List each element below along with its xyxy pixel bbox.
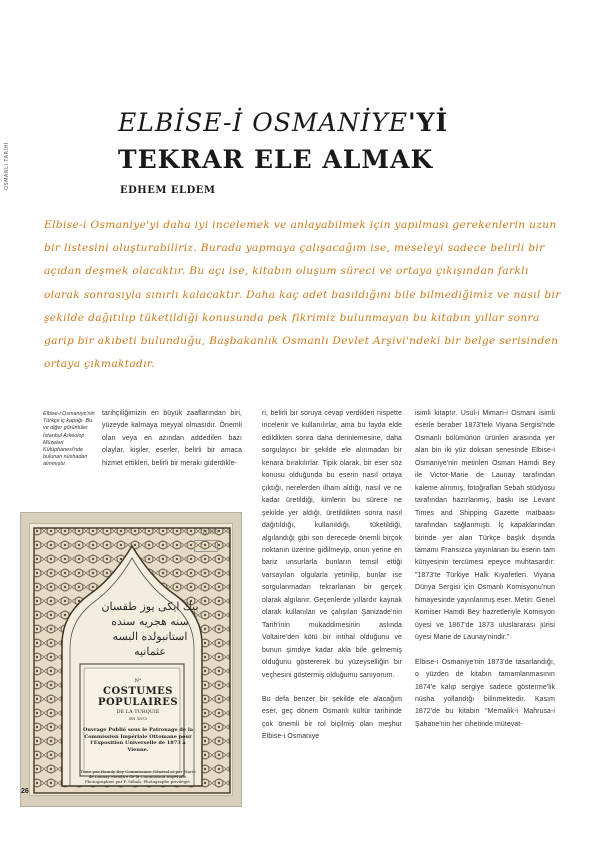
body-paragraph: ri, belirli bir soruya cevap verdikleri nispette incelenir ve kullanılırlar, ama bu fayda elde edildikten sonra daha derinlemesine, daha sorgulayıcı bir şekilde ele alınmadan bir kenara bırakılırlar. Tipik olarak, bir eser söz konusu olduğunda bu eserin nasıl ortaya çıktığı, nerelerden ilham aldığı, nasıl ve ne kadar üretildiği, kimlerin bu sürece ne şekilde yer aldığı, üretildikten sonra nasıl dağıtıldığı, kullanıldığı, tüketildiği, algılandığı gibi son derecede önemli birçok noktanın üzerine gidilmeyip, onun yerine en bariz unsurlarla bunların temsil ettiği varsayılan olgularla yetinilip, bunlar ise sorgulanmadan tekrarlanan bir gerçek olarak algılanır. Geçenlerde yıllardır kaynak olarak kullanılan ve çalışılan Şanizade'nin Tarih'inin mukaddimesinin aslında Voltaire'den kötü bir intihal olduğunu ve bunun şimdiye kadar akla bile gelmemiş olduğunu göstererek bu yüzeyselliğin bir veçhesini göstermiş olduğumu sanıyorum.	[262, 410, 402, 679]
article-title-line2: TEKRAR ELE ALMAK	[118, 145, 434, 174]
author-name: EDHEM ELDEM	[120, 185, 216, 196]
plate-year: EN 1873	[129, 716, 147, 721]
figure-caption: Elbise-i Osmaniye'nin Türkçe iç kapağı. Bu ve diğer görüntüler İstanbul Arkeoloji Müzeleri Kütüphanesi'nde bulunan nüshadan alınmıştır.	[43, 411, 95, 468]
ottoman-title: بيك ايكى يوز طقسان سنه هجريه سنده استانبولده البسه عثمانيه	[101, 600, 199, 658]
plate-number-line: N°	[134, 678, 142, 684]
body-column-3	[415, 408, 555, 731]
french-title-block	[80, 664, 196, 784]
lead-paragraph: Elbise-i Osmaniye'yi daha iyi incelemek ve anlayabilmek için yapılması gerekenlerin uzun bir listesini oluşturabiliriz. Burada yapmaya çalışacağım ise, meseleyi sadece belirli bir açıdan deşmek olacaktır. Bu açı ise, kitabın oluşum süreci ve ortaya çıkışından farklı olarak sonrasıyla sınırlı kalacaktır. Daha kaç adet basıldığını bile bilmediğimiz ve nasıl bir şekilde dağıtılıp tüketildiği konusunda pek fikrimiz bulunmayan bu kitabın yıllar sonra garip bir akıbeti bulunduğu, Başbakanlık Osmanlı Devlet Arşivi'ndeki bir belge serisinden ortaya çıkmaktadır.	[44, 219, 561, 371]
body-paragraph: Bu defa benzer bir şekilde ele alacağım eser, geç dönem Osmanlı kültür tarihinde çok önemli bir rol biçilmiş olan meşhur Elbise-i Osmaniye	[262, 695, 402, 741]
plate-subtitle: DE LA TURQUIE	[116, 709, 160, 715]
book-cover-photo	[20, 512, 242, 807]
page-number: 26	[21, 788, 29, 795]
title-italic-part: ELBİSE-İ OSMANİYE	[118, 108, 408, 137]
handwritten-number: 11483	[201, 530, 218, 536]
library-stamp-icon	[194, 540, 218, 552]
body-column-2	[262, 408, 402, 744]
article-title-line1	[118, 108, 448, 137]
body-paragraph: isimli kitaptır. Usul-i Mimari-i Osmani isimli eserle beraber 1873'teki Viyana Sergisi'nde Osmanlı bölümünün ürünleri arasında yer alan bin iki yüz doksan senesinde Elbise-i Osmaniye'nin metinleri Osman Hamdi Bey ile Victor-Marie de Launay tarafından kaleme alınmış, fotoğrafları Sebah stüdyosu tarafından hazırlanmış, baskı ise Levant Times and Shipping Gazette matbaası tarafından sağlanmıştı. İç kapaklarından birinde yer alan Türkçe başlık dışında tamamı Fransızca yayınlanan bu eserin tam künyesinin tercümesi epeyce muhtasardır: "1873'te Türkiye Halk Kıyafetleri. Viyana Dünya Sergisi için Osmanlı Komisyonu'nun himayesinde yayınlanmış eser. Metin: Genel Komiser Hamdi Bey hazretleriyle Komisyon üyesi ve 1867'de 1873 uluslararası jürisi üyesi Marie de Launay'nindir."	[415, 410, 555, 642]
plate-imprint: Texte par Hamdy Bey Commissaire Général et par Marie de Launay Membre de la Commission Impériale. Photographies par P. Sébah, Photographe privilégié.	[80, 769, 196, 784]
body-paragraph: Elbise-i Osmaniye'nin 1873'de tasarlandığı, o yüzden de kitabın tamamlanmasının 1874'e kalıp sergiye sadece gösterme'lik nüsha yollandığı bilinmektedir. Kasım 1872'de bu kitabın "Memalik-i Mahrusa-i Şahane'nin her cihetinde mütevat-	[415, 658, 555, 728]
body-column-1	[102, 408, 242, 470]
title-bold-suffix: 'Yİ	[408, 108, 449, 137]
section-label: OSMANLI TARİHİ	[4, 142, 10, 190]
book-title-page	[29, 523, 233, 796]
body-paragraph: tarihçiliğimizin en büyük zaaflarından biri, yüzeyde kalmaya meyyal olmasıdır. Önemli olan veya en azından addedilen bazı olaylar, kişiler, eserler, belirli bir amaca hizmet ettikleri, belirli bir merakı giderdikle-	[102, 410, 242, 467]
plate-main-title: COSTUMES POPULAIRES	[97, 686, 179, 708]
plate-publisher: Ouvrage Publié sous le Patronage de la Commission Impériale Ottomane pour l'Exposition Universelle de 1873 à Vienne.	[83, 727, 193, 753]
